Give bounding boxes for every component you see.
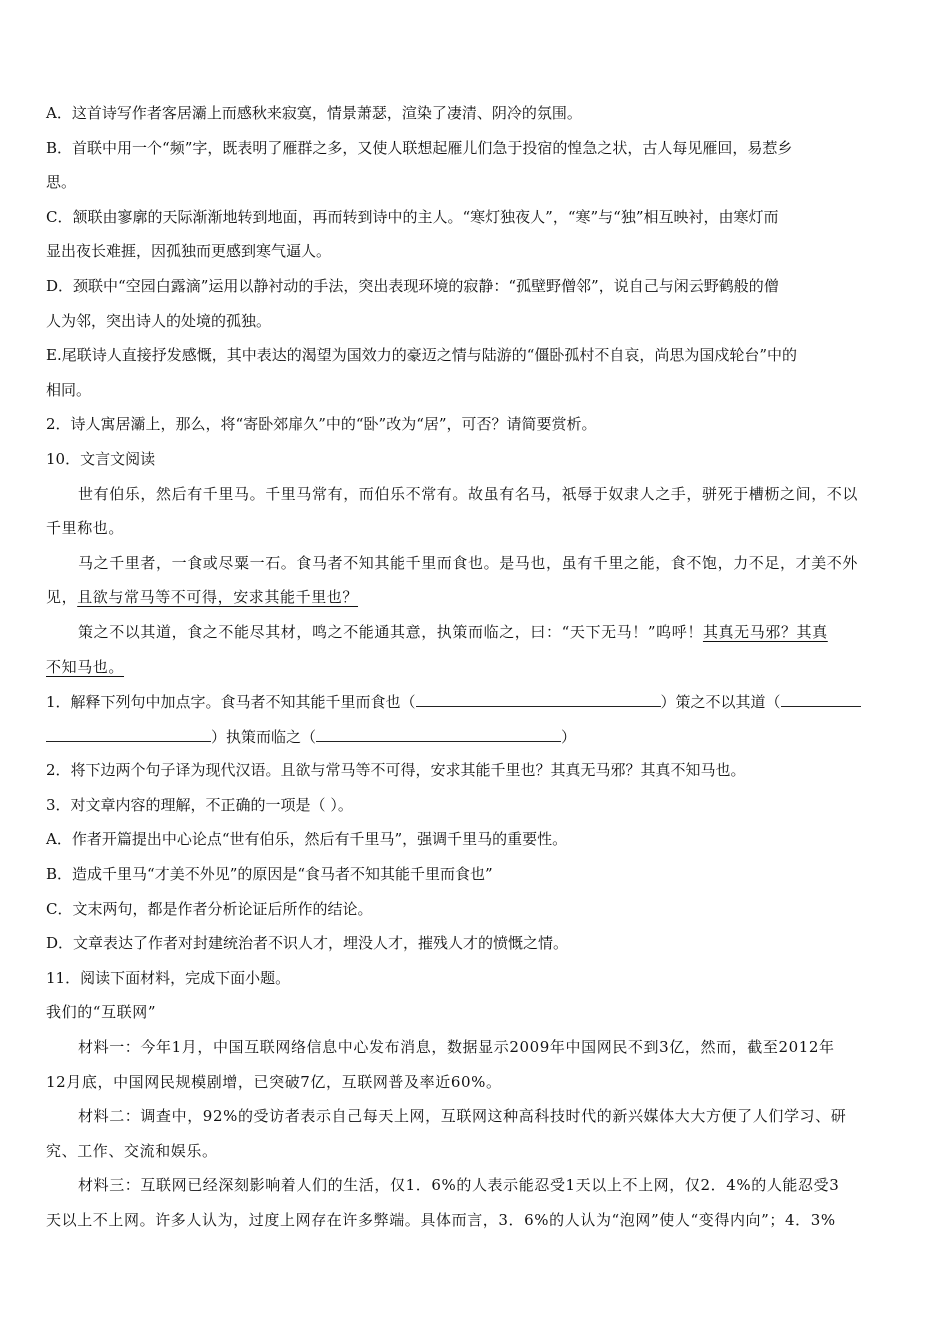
q9-option-c-cont: 显出夜长难捱，因孤独而更感到寒气逼人。 — [46, 242, 332, 261]
q11-heading: 我们的“互联网” — [46, 1003, 157, 1022]
q9-option-b: B．首联中用一个“频”字，既表明了雁群之多，又使人联想起雁儿们急于投宿的惶急之状，古人每见雁回，易惹乡 — [46, 138, 793, 157]
q10-sub-question-3: 3．对文章内容的理解，不正确的一项是（ ）。 — [46, 795, 353, 814]
q11-material-1: 材料一：今年1月，中国互联网络信息中心发布消息，数据显示2009年中国网民不到3亿，然而，截至2012年 — [78, 1038, 835, 1057]
answer-blank-2-cont[interactable] — [46, 723, 211, 742]
para3-prefix: 策之不以其道，食之不能尽其材，鸣之不能通其意，执策而临之，曰：“天下无马！”呜呼！ — [78, 622, 703, 641]
q10-passage-para3 — [46, 619, 906, 654]
q11-material-2: 材料二：调查中，92%的受访者表示自己每天上网，互联网这种高科技时代的新兴媒体大大方便了人们学习、研 — [78, 1107, 847, 1126]
q10-sub-question-1-cont — [46, 723, 906, 758]
answer-blank-3[interactable] — [316, 723, 561, 742]
q10-option-b: B．造成千里马“才美不外见”的原因是“食马者不知其能千里而食也” — [46, 865, 493, 884]
q9-option-d: D．颈联中“空园白露滴”运用以静衬动的手法，突出表现环境的寂静：“孤壁野僧邻”，说自己与闲云野鹤般的僧 — [46, 276, 779, 295]
para2-prefix: 见， — [46, 588, 78, 607]
q9-option-d-cont: 人为邻，突出诗人的处境的孤独。 — [46, 311, 272, 330]
q9-option-c: C．颔联由寥廓的天际渐渐地转到地面，再而转到诗中的主人。“寒灯独夜人”，“寒”与“独”相互映衬，由寒灯而 — [46, 207, 779, 226]
underlined-sentence-1: 且欲与常马等不可得，安求其能千里也？ — [77, 588, 359, 607]
q10-passage-para1-cont: 千里称也。 — [46, 519, 125, 538]
q9-option-a: A．这首诗写作者客居灞上而感秋来寂寞，情景萧瑟，渲染了凄清、阴冷的氛围。 — [46, 104, 582, 122]
sub-q1-text-b: ）策之不以其道（ — [660, 693, 781, 712]
exam-page — [46, 100, 906, 1242]
q10-sub-question-1 — [46, 688, 906, 723]
q11-material-3: 材料三：互联网已经深刻影响着人们的生活，仅1．6%的人表示能忍受1天以上不上网，仅2．4%的人能忍受3 — [78, 1176, 840, 1195]
q11-material-2-cont: 究、工作、交流和娱乐。 — [46, 1141, 218, 1160]
q11-material-3-cont: 天以上不上网。许多人认为，过度上网存在许多弊端。具体而言，3．6%的人认为“泡网”使人“变得内向”；4．3% — [46, 1211, 836, 1229]
q9-option-b-cont: 思。 — [46, 173, 77, 192]
q9-sub-question-2: 2．诗人寓居灞上，那么，将“寄卧郊扉久”中的“卧”改为“居”，可否？请简要赏析。 — [46, 415, 597, 434]
sub-q1-text-d: ） — [561, 727, 577, 746]
q10-option-d: D．文章表达了作者对封建统治者不识人才，埋没人才，摧残人才的愤慨之情。 — [46, 934, 569, 953]
underlined-sentence-2-cont: 不知马也。 — [46, 657, 125, 676]
q10-passage-para1: 世有伯乐，然后有千里马。千里马常有，而伯乐不常有。故虽有名马，祇辱于奴隶人之手，骈死于槽枥之间，不以 — [78, 484, 859, 503]
q10-passage-para2-cont — [46, 584, 906, 619]
q10-passage-para2: 马之千里者，一食或尽粟一石。食马者不知其能千里而食也。是马也，虽有千里之能，食不饱，力不足，才美不外 — [78, 553, 859, 572]
q11-material-1-cont: 12月底，中国网民规模剧增，已突破7亿，互联网普及率近60%。 — [46, 1072, 502, 1091]
q11-title: 11．阅读下面材料，完成下面小题。 — [46, 968, 291, 987]
sub-q1-text-a: 1．解释下列句中加点字。食马者不知其能千里而食也（ — [46, 693, 416, 712]
q10-title: 10．文言文阅读 — [46, 449, 156, 468]
q9-option-e: E.尾联诗人直接抒发感慨，其中表达的渴望为国效力的豪迈之情与陆游的“僵卧孤村不自哀，尚思为国戍轮台”中的 — [46, 346, 798, 365]
answer-blank-2[interactable] — [781, 688, 861, 707]
q9-option-e-cont: 相同。 — [46, 380, 92, 399]
q10-sub-question-2: 2．将下边两个句子译为现代汉语。且欲与常马等不可得，安求其能千里也？其真无马邪？其真不知马也。 — [46, 761, 746, 780]
sub-q1-text-c: ）执策而临之（ — [211, 727, 317, 746]
underlined-sentence-2: 其真无马邪？其真 — [702, 622, 828, 641]
answer-blank-1[interactable] — [416, 688, 661, 707]
q10-option-c: C．文末两句，都是作者分析论证后所作的结论。 — [46, 899, 373, 918]
q10-passage-para3-cont — [46, 654, 906, 689]
q10-option-a: A．作者开篇提出中心论点“世有伯乐，然后有千里马”，强调千里马的重要性。 — [46, 830, 568, 849]
